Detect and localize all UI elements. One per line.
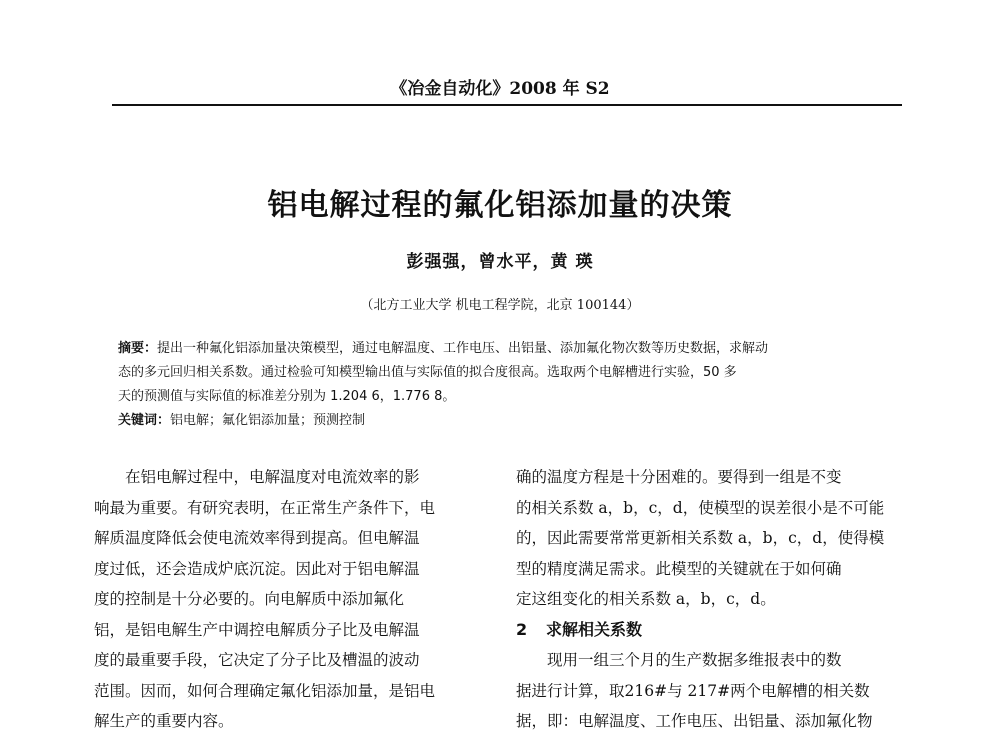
- body-column-left: [94, 462, 478, 737]
- body-line: 的相关系数 a，b，c，d，使模型的误差很小是不可能: [516, 498, 885, 517]
- abstract-line: [118, 337, 884, 361]
- abstract-label: 摘要：: [118, 341, 158, 356]
- body-line: 解生产的重要内容。: [94, 712, 234, 730]
- body-column-right: [516, 462, 900, 737]
- body-line: 解质温度降低会使电流效率得到提高。但电解温: [94, 529, 420, 547]
- body-line: 据进行计算，取216#与 217#两个电解槽的相关数: [516, 681, 870, 700]
- section-number: 2: [516, 619, 528, 639]
- body-line: 的，因此需要常常更新相关系数 a，b，c，d，使得模: [516, 529, 885, 547]
- header-rule: [112, 104, 902, 106]
- paper-authors: 彭强强，曾水平，黄 瑛: [406, 252, 594, 272]
- body-line: 度过低，还会造成炉底沉淀。因此对于铝电解温: [94, 559, 420, 578]
- abstract: [118, 337, 884, 433]
- body-line: 响最为重要。有研究表明，在正常生产条件下，电: [94, 498, 436, 517]
- body-line: 现用一组三个月的生产数据多维报表中的数: [516, 651, 842, 669]
- paper-title: 铝电解过程的氟化铝添加量的决策: [267, 188, 733, 223]
- abstract-line: 天的预测值与实际值的标准差分别为 1.204 6，1.776 8。: [118, 389, 456, 404]
- body-line: 度的最重要手段，它决定了分子比及槽温的波动: [94, 651, 420, 669]
- keywords-line: [118, 409, 884, 433]
- body-line: 型的精度满足需求。此模型的关键就在于如何确: [516, 559, 842, 578]
- keywords-label: 关键词：: [118, 413, 171, 428]
- body-line: 在铝电解过程中，电解温度对电流效率的影: [94, 468, 420, 486]
- body-line: 度的控制是十分必要的。向电解质中添加氟化: [94, 590, 405, 608]
- keywords-text: 铝电解；氟化铝添加量；预测控制: [170, 413, 366, 428]
- abstract-text: 提出一种氟化铝添加量决策模型，通过电解温度、工作电压、出铝量、添加氟化物次数等历史数据，求解动: [157, 341, 769, 356]
- paper-affiliation: （北方工业大学 机电工程学院，北京 100144）: [360, 298, 640, 313]
- section-title: 求解相关系数: [546, 619, 643, 639]
- body-line: 铝，是铝电解生产中调控电解质分子比及电解温: [94, 620, 420, 639]
- body-line: 据，即：电解温度、工作电压、出铝量、添加氟化物: [516, 712, 873, 730]
- body-line: 定这组变化的相关系数 a，b，c，d。: [516, 590, 776, 608]
- abstract-line: 态的多元回归相关系数。通过检验可知模型输出值与实际值的拟合度很高。选取两个电解槽进行实验，50 多: [118, 365, 737, 380]
- journal-header: 《冶金自动化》2008 年 S2: [390, 79, 610, 99]
- section-heading: [516, 615, 900, 646]
- body-line: 确的温度方程是十分困难的。要得到一组是不变: [516, 468, 842, 486]
- body-line: 范围。因而，如何合理确定氟化铝添加量，是铝电: [94, 681, 436, 700]
